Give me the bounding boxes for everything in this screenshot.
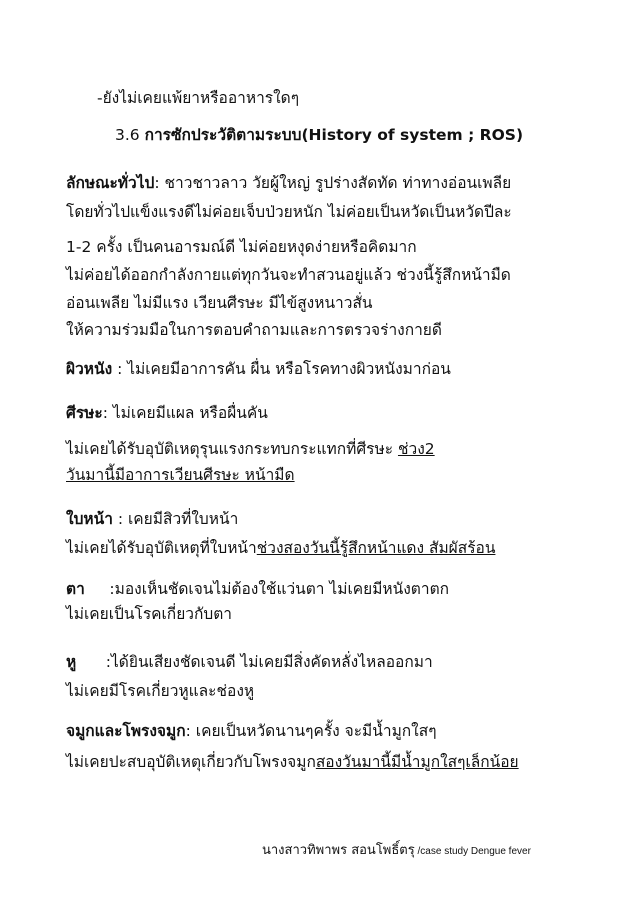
nose-line-2	[66, 750, 586, 774]
eyes-text-2: ไม่เคยเป็นโรคเกี่ยวกับตา	[66, 605, 232, 623]
nose-line-1	[66, 719, 586, 743]
general-line-1	[66, 171, 586, 195]
skin-label: ผิวหนัง	[66, 360, 113, 378]
general-line-3	[66, 235, 586, 259]
nose-text-1: : เคยเป็นหวัดนานๆครั้ง จะมีน้ำมูกใสๆ	[185, 722, 437, 740]
general-text-2: โดยทั่วไปแข็งแรงดีไม่ค่อยเจ็บป่วยหนัก ไม่ค่อยเป็นหวัดเป็นหวัดปีละ	[66, 203, 512, 221]
eyes-label: ตา	[66, 580, 85, 598]
general-line-6	[66, 318, 586, 342]
ears-text-2: ไม่เคยมีโรคเกี่ยวหูและช่องหู	[66, 682, 255, 700]
general-text-4: ไม่ค่อยได้ออกกำลังกายแต่ทุกวันจะทำสวนอยู่แล้ว ช่วงนี้รู้สึกหน้ามืด	[66, 266, 511, 284]
nose-label: จมูกและโพรงจมูก	[66, 722, 186, 740]
ears-line-2	[66, 679, 586, 703]
footer-author: นางสาวทิพาพร สอนโพธิ์ตรุ	[262, 843, 415, 858]
face-line-2	[66, 536, 586, 560]
head-line-3	[66, 463, 586, 487]
head-text-1: : ไม่เคยมีแผล หรือผื่นคัน	[102, 404, 268, 422]
allergy-note	[97, 86, 617, 110]
section-number: 3.6	[115, 126, 145, 144]
section-heading	[115, 123, 635, 147]
head-text-2-underlined: ช่วง2	[397, 440, 435, 458]
ears-text-1: :ได้ยินเสียงชัดเจนดี ไม่เคยมีสิ่งคัดหลั่งไหลออกมา	[76, 653, 433, 671]
footer-case-title: /case study Dengue fever	[414, 846, 531, 857]
general-line-4	[66, 263, 586, 287]
page-footer	[262, 842, 531, 861]
skin-text: : ไม่เคยมีอาการคัน ผื่น หรือโรคทางผิวหนังมาก่อน	[112, 360, 451, 378]
section-title: การซักประวัติตามระบบ(History of system ; ROS)	[144, 126, 524, 144]
allergy-text: -ยังไม่เคยแพ้ยาหรืออาหารใดๆ	[97, 89, 300, 107]
head-line-2	[66, 437, 586, 461]
general-text-5: อ่อนเพลีย ไม่มีแรง เวียนศีรษะ มีไข้สูงหนาวสั่น	[66, 294, 373, 312]
eyes-line-2	[66, 602, 586, 626]
head-label: ศีรษะ	[66, 404, 103, 422]
face-text-1: : เคยมีสิวที่ใบหน้า	[112, 510, 239, 528]
ears-line-1	[66, 650, 586, 674]
general-text-6: ให้ความร่วมมือในการตอบคำถามและการตรวจร่างกายดี	[66, 321, 442, 339]
general-line-5	[66, 291, 586, 315]
face-text-2: ไม่เคยได้รับอุบัติเหตุที่ใบหน้า	[66, 539, 257, 557]
head-text-3-underlined: วันมานี้มีอาการเวียนศีรษะ หน้ามืด	[66, 466, 295, 484]
face-label: ใบหน้า	[66, 510, 113, 528]
head-line-1	[66, 401, 586, 425]
nose-text-2: ไม่เคยปะสบอุบัติเหตุเกี่ยวกับโพรงจมูก	[66, 753, 316, 771]
general-label: ลักษณะทั่วไป	[66, 174, 155, 192]
head-text-2: ไม่เคยได้รับอุบัติเหตุรุนแรงกระทบกระแทกที่ศีรษะ	[66, 440, 398, 458]
eyes-line-1	[66, 577, 586, 601]
general-line-2	[66, 200, 586, 224]
nose-text-2-underlined: สองวันมานี้มีน้ำมูกใสๆเล็กน้อย	[315, 753, 519, 771]
general-text-3: 1-2 ครั้ง เป็นคนอารมณ์ดี ไม่ค่อยหงุดง่ายหรือคิดมาก	[66, 238, 417, 256]
eyes-text-1: :มองเห็นชัดเจนไม่ต้องใช้แว่นตา ไม่เคยมีหนังตาตก	[84, 580, 450, 598]
face-line-1	[66, 507, 586, 531]
ears-label: หู	[66, 653, 77, 671]
general-text-1: : ชาวชาวลาว วัยผู้ใหญ่ รูปร่างสัดทัด ท่าทางอ่อนเพลีย	[154, 174, 512, 192]
face-text-2-underlined: ช่วงสองวันนี้รู้สึกหน้าแดง สัมผัสร้อน	[256, 539, 496, 557]
skin-line	[66, 357, 586, 381]
